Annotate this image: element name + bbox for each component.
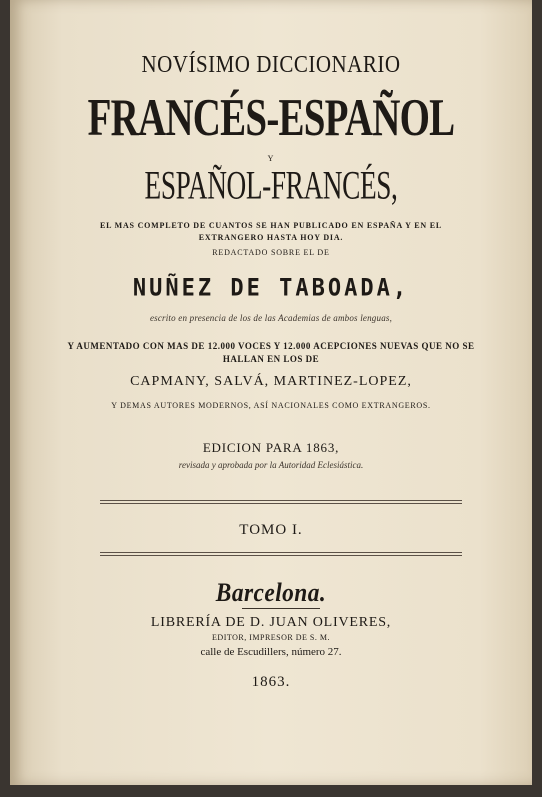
publication-year: 1863. (251, 674, 291, 690)
academias-text: escrito en presencia de los de las Academias de ambos lenguas, (149, 313, 393, 323)
aumentado-text: Y AUMENTADO CON MAS DE 12.000 VOCES Y 12.000 ACEPCIONES NUEVAS QUE NO SE HALLAN EN LOS DE (67, 341, 475, 364)
main-title: FRANCÉS-ESPAÑOL (87, 87, 455, 147)
volume-label: TOMO I. (239, 522, 303, 538)
conjunction: Y (267, 154, 275, 163)
publisher-address: calle de Escudillers, número 27. (200, 646, 342, 658)
publisher-role: EDITOR, IMPRESOR DE S. M. (212, 633, 330, 642)
subtitle-novisimo: NOVÍSIMO DICCIONARIO (141, 50, 401, 78)
edition-text: EDICION PARA 1863, (202, 440, 340, 455)
demas-text: Y DEMAS AUTORES MODERNOS, ASÍ NACIONALES COMO EXTRANGEROS. (111, 401, 431, 410)
source-authors: CAPMANY, SALVÁ, MARTINEZ-LOPEZ, (130, 374, 412, 389)
second-title: ESPAÑOL-FRANCÉS, (144, 163, 398, 208)
title-page (10, 0, 532, 785)
divider-top-a (100, 500, 462, 501)
approval-text: revisada y aprobada por la Autoridad Eclesiástica. (178, 460, 364, 470)
ornament-rule (242, 608, 320, 609)
divider-top-b (100, 503, 462, 504)
divider-bottom-a (100, 552, 462, 553)
city-name: Barcelona. (215, 578, 327, 607)
divider-bottom-b (100, 555, 462, 556)
description-text: EL MAS COMPLETO DE CUANTOS SE HAN PUBLICADO EN ESPAÑA Y EN EL EXTRANGERO HASTA HOY DIA. (99, 221, 443, 242)
author-name: NUÑEZ DE TABOADA, (132, 274, 410, 303)
redactado-text: REDACTADO SOBRE EL DE (212, 248, 330, 257)
publisher-name: LIBRERÍA DE D. JUAN OLIVERES, (150, 615, 392, 630)
